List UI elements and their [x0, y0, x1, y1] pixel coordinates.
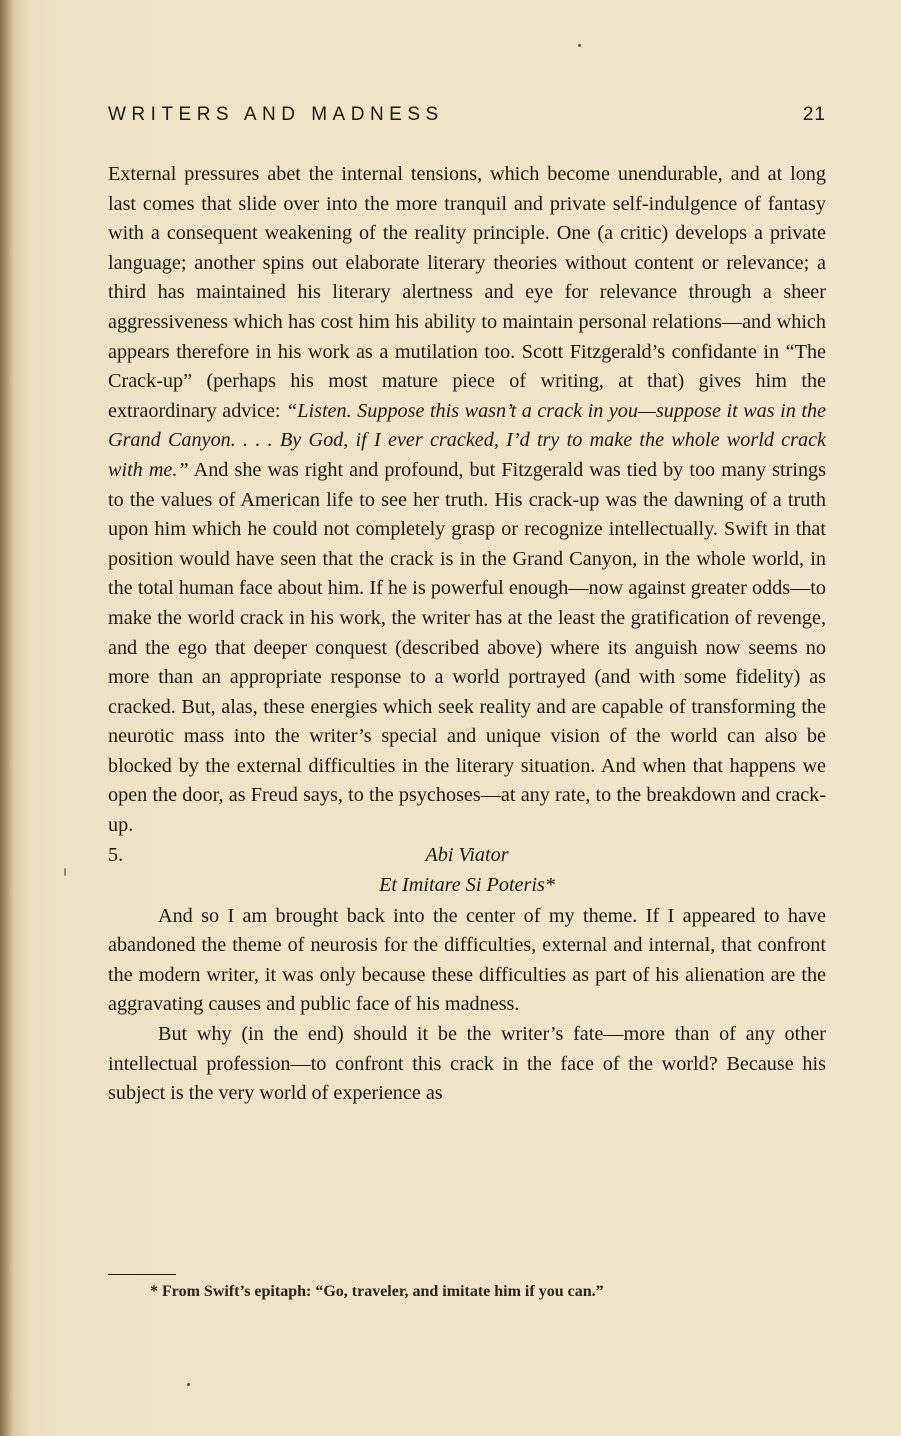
section-subtitle: Et Imitare Si Poteris* — [379, 873, 555, 896]
gutter-shadow — [0, 0, 14, 1436]
paragraph-3: But why (in the end) should it be the writer’s fate—more than of any other intellectual profession—to confront this crack in the face of the world? Because his subject is the very world of experience as — [108, 1023, 826, 1105]
page-number: 21 — [802, 104, 826, 125]
paragraph-1 — [108, 160, 826, 841]
paragraph-1-text: External pressures abet the internal tensions, which become unendurable, and at long last comes that slide over into the more tranquil and private self-indulgence of fantasy with a consequent weakening of the reality principle. One (a critic) develops a private language; another spins out elaborate literary theories without content or relevance; a third has maintained his literary alertness and eye for relevance through a sheer aggressiveness which has cost him his ability to maintain personal relations—and which appears therefore in his work as a mutilation too. Scott Fitzgerald’s confidante in “The Crack-up” (perhaps his most mature piece of writing, at that) gives him the extraordinary advice: — [108, 163, 826, 422]
section-heading — [108, 841, 826, 902]
footnote-rule — [108, 1274, 176, 1275]
section-title: Abi Viator — [425, 843, 509, 866]
paragraph-1-end: And she was right and profound, but Fitzgerald was tied by too many strings to the values of American life to see her truth. His crack-up was the dawning of a truth upon him which he could not completely grasp or recognize intellectually. Swift in that position would have seen that the crack is in the Grand Canyon, in the whole world, in the total human face about him. If he is powerful enough—now against greater odds—to make the world crack in his work, the writer has at the least the gratification of revenge, and the ego that deeper conquest (described above) where its anguish now seems no more than an appropriate response to a world portrayed (and with some fidelity) as cracked. But, alas, these energies which seek reality and are capable of transforming the neurotic mass into the writer’s special and unique vision of the world can also be blocked by the external difficulties in the literary situation. And when that happens we open the door, as Freud says, to the psychoses—at any rate, to the breakdown and crack-up. — [108, 458, 826, 837]
fitzgerald-quote: “Listen. Suppose this wasn’t a crack in you—suppose it was in the Grand Canyon. . . . By God, if I ever cracked, I’d try to make the whole world crack with me.” — [108, 399, 826, 481]
text-block — [108, 160, 826, 1109]
paragraph-2: And so I am brought back into the center of my theme. If I appeared to have abandoned the theme of neurosis for the difficulties, external and internal, that confront the modern writer, it was only because these difficulties as part of his alienation are the aggravating causes and public face of his madness. — [108, 904, 826, 1016]
paper-speck — [578, 44, 581, 47]
paper-speck — [187, 1383, 190, 1386]
section-number: 5. — [108, 843, 124, 866]
running-head — [108, 104, 826, 134]
running-title: WRITERS AND MADNESS — [108, 104, 444, 125]
paper-speck — [64, 868, 66, 876]
footnote: * From Swift’s epitaph: “Go, traveler, and imitate him if you can.” — [150, 1283, 604, 1300]
